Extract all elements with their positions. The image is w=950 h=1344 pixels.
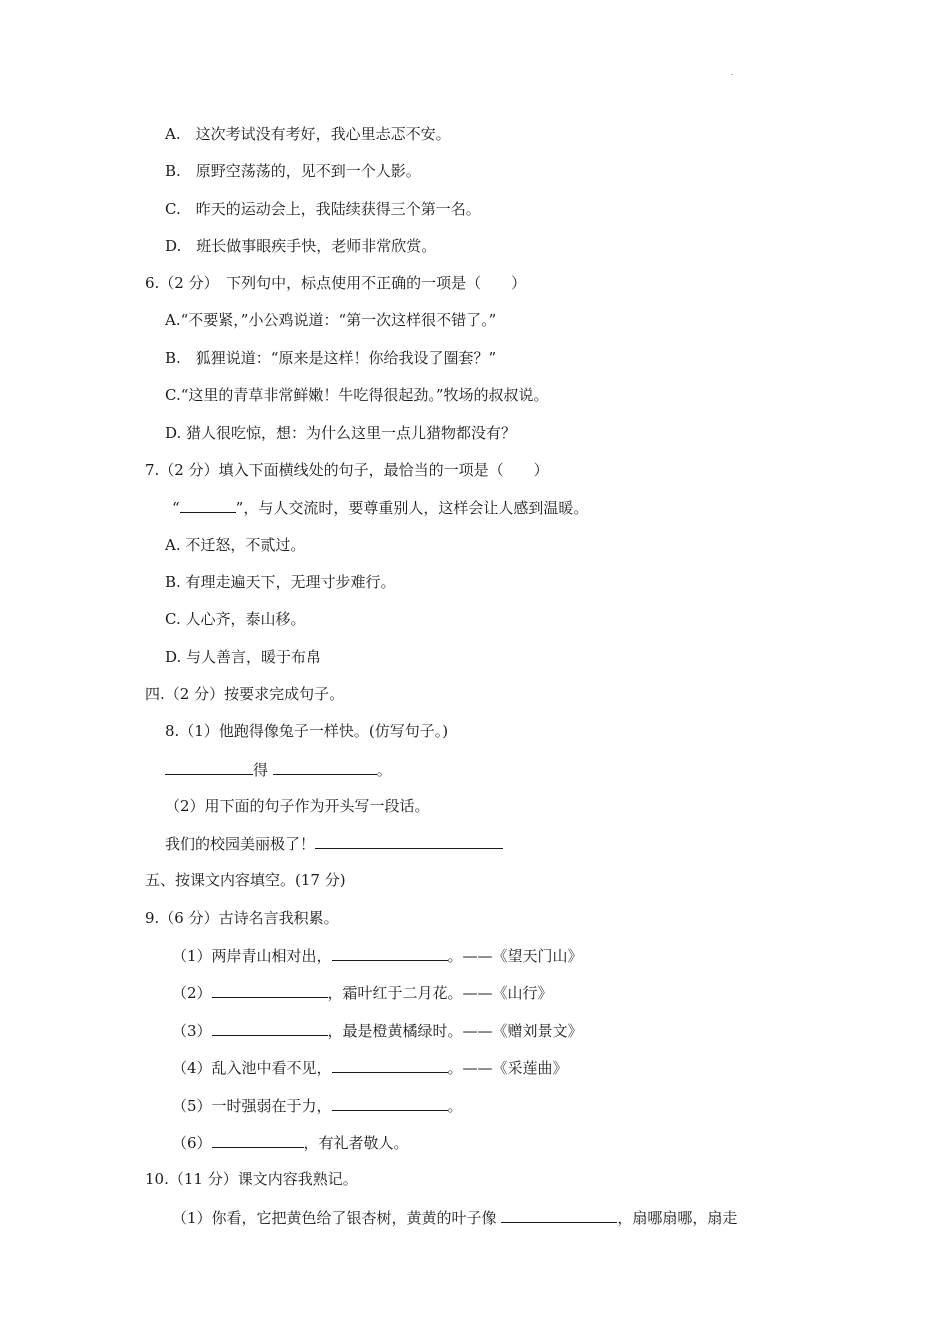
q9-item-5-period: 。 xyxy=(447,1097,463,1115)
q7-option-d: D. 与人善言，暖于布帛 xyxy=(165,648,322,666)
q7-answer-blank[interactable] xyxy=(180,497,236,513)
q6-option-a: A.“不要紧，”小公鸡说道：“第一次这样很不错了。” xyxy=(165,311,497,329)
q8-1-prompt: 8.（1）他跑得像兔子一样快。(仿写句子。) xyxy=(165,722,449,740)
q7-option-b: B. 有理走遍天下，无理寸步难行。 xyxy=(165,573,396,591)
q5-option-c: C. 昨天的运动会上，我陆续获得三个第一名。 xyxy=(165,200,481,218)
q9-item-2-number: （2） xyxy=(172,984,212,1002)
q9-item-5-text: （5）一时强弱在于力， xyxy=(172,1097,332,1115)
q9-item-5-blank[interactable] xyxy=(332,1095,448,1111)
q7-quote-rest: ”，与人交流时，要尊重别人，这样会让人感到温暖。 xyxy=(235,499,589,517)
q8-1-blank-2[interactable] xyxy=(273,759,377,775)
q9-item-3-blank[interactable] xyxy=(212,1020,328,1036)
q9-item-3-number: （3） xyxy=(172,1022,212,1040)
q5-option-a: A. 这次考试没有考好，我心里忐忑不安。 xyxy=(165,125,451,143)
q6-stem: 6.（2 分） 下列句中，标点使用不正确的一项是（ ） xyxy=(145,274,527,292)
q8-1-de: 得 xyxy=(253,761,269,779)
q8-2-opening-sentence: 我们的校园美丽极了！ xyxy=(165,835,316,853)
q5-option-b: B. 原野空荡荡的，见不到一个人影。 xyxy=(165,162,421,180)
q8-2-blank[interactable] xyxy=(315,833,503,849)
q9-item-4-text: （4）乱入池中看不见， xyxy=(172,1059,332,1077)
q9-item-2 xyxy=(172,982,553,1003)
q10-item-1 xyxy=(172,1207,737,1228)
q9-item-1-source: 。——《望天门山》 xyxy=(447,947,583,965)
q6-option-c: C.“这里的青草非常鲜嫩！牛吃得很起劲。”牧场的叔叔说。 xyxy=(165,386,549,404)
q9-item-6 xyxy=(172,1132,409,1153)
q8-2-prompt: （2）用下面的句子作为开头写一段话。 xyxy=(165,797,430,815)
q9-item-3 xyxy=(172,1020,583,1041)
q8-1-blank-1[interactable] xyxy=(165,759,253,775)
section4-title: 四.（2 分）按要求完成句子。 xyxy=(145,685,345,703)
q10-item-1-rest: ，扇哪扇哪，扇走 xyxy=(617,1209,738,1227)
q9-item-1 xyxy=(172,945,583,966)
section5-title: 五、按课文内容填空。(17 分) xyxy=(145,871,346,889)
q8-1-answer-line xyxy=(165,759,392,780)
q9-item-5 xyxy=(172,1095,463,1116)
q6-option-b: B. 狐狸说道：“原来是这样！你给我设了圈套？” xyxy=(165,349,497,367)
q7-prompt-sentence xyxy=(172,497,588,518)
q10-stem: 10.（11 分）课文内容我熟记。 xyxy=(145,1170,358,1188)
q9-item-6-text: ，有礼者敬人。 xyxy=(303,1134,409,1152)
q8-1-period: 。 xyxy=(376,761,392,779)
q9-item-1-text: （1）两岸青山相对出， xyxy=(172,947,332,965)
page-speck xyxy=(731,74,733,75)
q9-item-1-blank[interactable] xyxy=(332,945,448,961)
q5-option-d: D. 班长做事眼疾手快，老师非常欣赏。 xyxy=(165,237,437,255)
q9-item-4-blank[interactable] xyxy=(332,1057,448,1073)
q9-item-2-blank[interactable] xyxy=(212,982,328,998)
q9-item-2-text: ，霜叶红于二月花。——《山行》 xyxy=(327,984,553,1002)
q6-option-d: D. 猎人很吃惊，想：为什么这里一点儿猎物都没有？ xyxy=(165,424,517,442)
q7-stem: 7.（2 分）填入下面横线处的句子，最恰当的一项是（ ） xyxy=(145,461,549,479)
q10-item-1-text: （1）你看，它把黄色给了银杏树，黄黄的叶子像 xyxy=(172,1209,497,1227)
q9-item-4 xyxy=(172,1057,568,1078)
q9-item-6-number: （6） xyxy=(172,1134,212,1152)
q7-option-c: C. 人心齐，泰山移。 xyxy=(165,610,306,628)
q9-item-4-source: 。——《采莲曲》 xyxy=(447,1059,568,1077)
q9-stem: 9.（6 分）古诗名言我积累。 xyxy=(145,909,339,927)
q9-item-6-blank[interactable] xyxy=(212,1132,304,1148)
q7-option-a: A. 不迁怒，不贰过。 xyxy=(165,536,306,554)
q9-item-3-text: ，最是橙黄橘绿时。——《赠刘景文》 xyxy=(327,1022,583,1040)
q10-item-1-blank[interactable] xyxy=(501,1207,617,1223)
q7-quote-open: “ xyxy=(172,499,180,517)
q8-2-answer-line xyxy=(165,833,503,854)
